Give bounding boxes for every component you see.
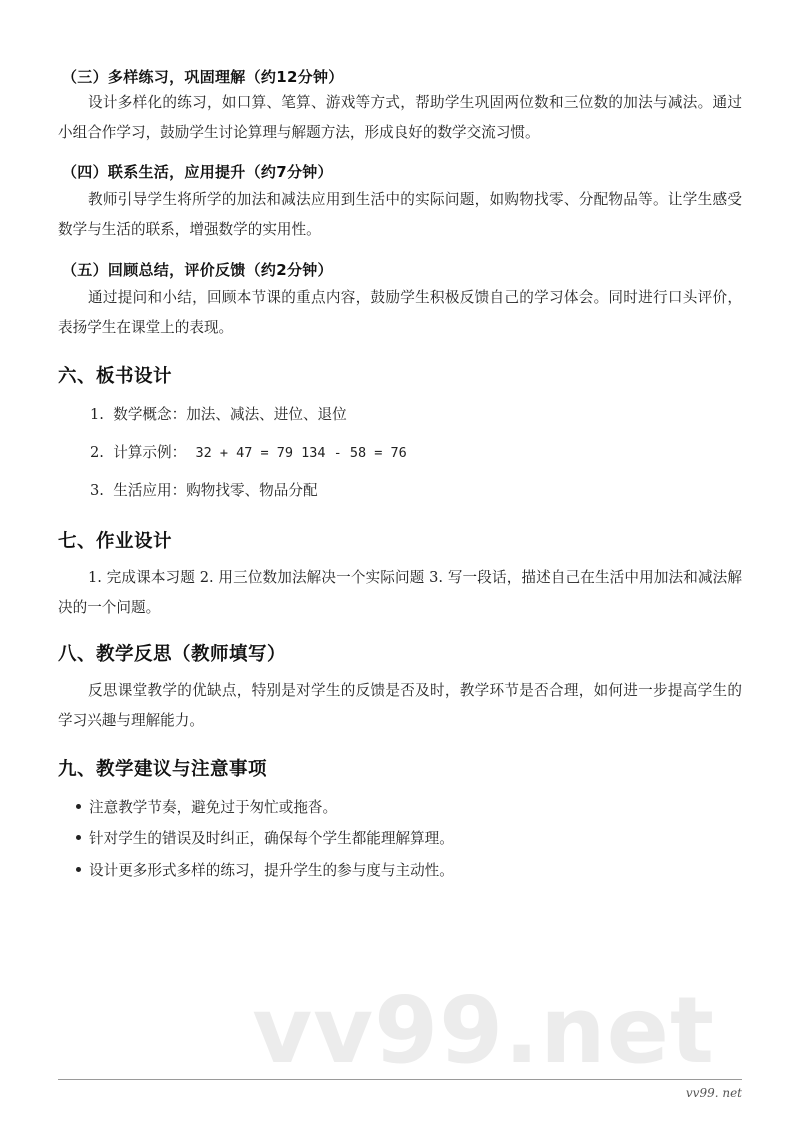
board-item (90, 441, 407, 462)
paragraph-summary: 通过提问和小结，回顾本节课的重点内容，鼓励学生积极反馈自己的学习体会。同时进行口头评价，表扬学生在课堂上的表现。 (58, 289, 742, 336)
board-item-text: 加法、减法、进位、退位 (186, 406, 347, 423)
board-item-number: 3. (90, 482, 104, 499)
paragraph-homework: 1. 完成课本习题 2. 用三位数加法解决一个实际问题 3. 写一段话，描述自己在生活中用加法和减法解决的一个问题。 (58, 569, 742, 616)
board-item-number: 1. (90, 406, 104, 423)
board-item-label: 数学概念： (113, 406, 187, 423)
list-item-text: 注意教学节奏，避免过于匆忙或拖沓。 (89, 799, 338, 816)
board-item (90, 403, 347, 424)
board-item (90, 479, 318, 500)
board-item-text: 32 + 47 = 79 134 - 58 = 76 (195, 445, 407, 461)
section-heading-homework: 七、作业设计 (58, 531, 173, 552)
list-item-text: 针对学生的错误及时纠正，确保每个学生都能理解算理。 (89, 830, 454, 847)
sub-heading-application: （四）联系生活，应用提升（约7分钟） (62, 163, 333, 181)
footer-site-label: vv99. net (685, 1086, 742, 1100)
list-item (76, 796, 337, 817)
paragraph-reflection: 反思课堂教学的优缺点，特别是对学生的反馈是否及时，教学环节是否合理，如何进一步提高学生的学习兴趣与理解能力。 (58, 682, 742, 729)
board-item-label: 生活应用： (113, 482, 187, 499)
bullet-icon (76, 835, 81, 840)
bullet-icon (76, 804, 81, 809)
list-item-text: 设计更多形式多样的练习，提升学生的参与度与主动性。 (89, 862, 454, 879)
paragraph-practice: 设计多样化的练习，如口算、笔算、游戏等方式，帮助学生巩固两位数和三位数的加法与减法。通过小组合作学习，鼓励学生讨论算理与解题方法，形成良好的数学交流习惯。 (58, 94, 742, 141)
board-item-label: 计算示例： (113, 444, 187, 461)
list-item (76, 827, 454, 848)
footer-divider (58, 1079, 742, 1080)
sub-heading-summary: （五）回顾总结，评价反馈（约2分钟） (62, 261, 333, 279)
section-heading-board-design: 六、板书设计 (58, 366, 173, 387)
bullet-icon (76, 867, 81, 872)
paragraph-application: 教师引导学生将所学的加法和减法应用到生活中的实际问题，如购物找零、分配物品等。让学生感受数学与生活的联系，增强数学的实用性。 (58, 191, 742, 238)
section-heading-reflection: 八、教学反思（教师填写） (58, 644, 287, 665)
watermark: vv99.net (252, 977, 715, 1084)
board-item-number: 2. (90, 444, 104, 461)
sub-heading-practice: （三）多样练习，巩固理解（约12分钟） (62, 68, 344, 86)
board-item-text: 购物找零、物品分配 (186, 482, 318, 499)
section-heading-advice: 九、教学建议与注意事项 (58, 759, 268, 780)
list-item (76, 859, 454, 880)
